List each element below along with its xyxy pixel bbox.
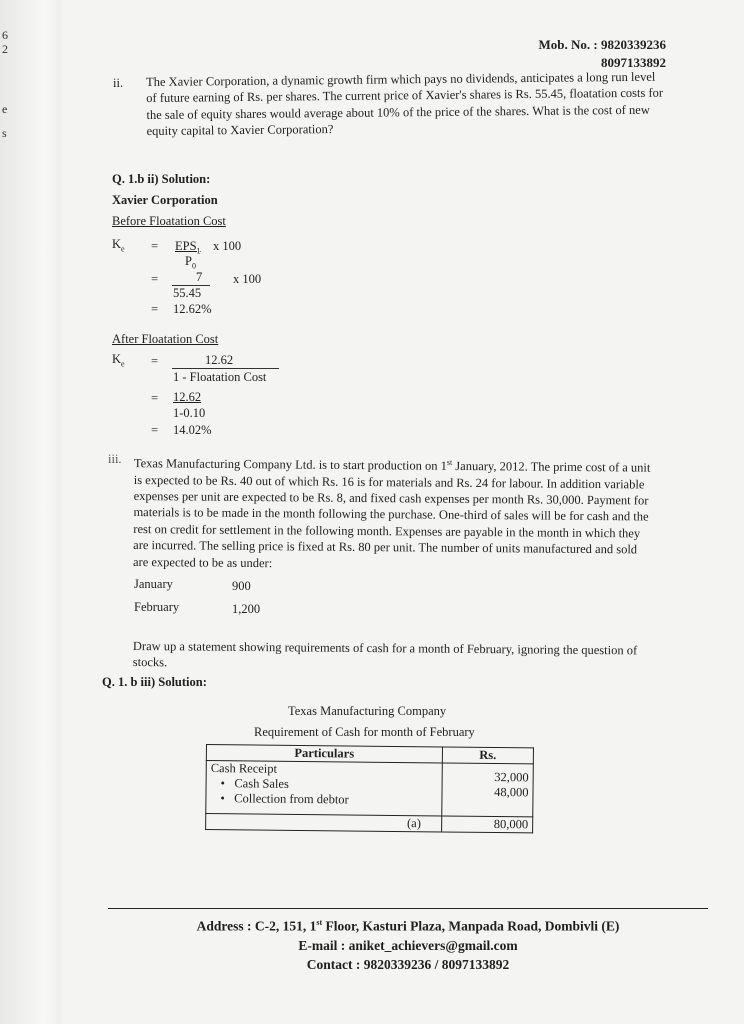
result-before: 12.62%: [173, 302, 212, 316]
month-units: 900: [232, 579, 251, 593]
amount-value: 48,000: [494, 785, 529, 800]
footer-email: E-mail : aniket_achievers@gmail.com: [298, 937, 518, 953]
equals-sign: =: [151, 354, 159, 368]
numerator: 7: [196, 270, 203, 284]
footer-contact: Contact : 9820339236 / 8097133892: [306, 956, 510, 972]
footer-address: Address : C-2, 151, 1st Floor, Kasturi Plaza, Manpada Road, Dombivli (E): [196, 918, 620, 934]
eps-term: $EPS_1$: [175, 239, 201, 256]
solution-heading: Q. 1.b ii) Solution:: [112, 172, 211, 186]
margin-mark: e: [2, 102, 8, 116]
mobile-number-second: 8097133892: [601, 55, 666, 70]
month-units: 1,200: [232, 602, 261, 616]
amount-cell: [441, 763, 533, 817]
question-numeral: ii.: [113, 76, 124, 90]
table-row: [206, 761, 534, 817]
total-value: 80,000: [441, 816, 532, 833]
margin-mark: s: [2, 126, 7, 140]
table-company: Texas Manufacturing Company: [288, 704, 447, 718]
instruction-text: Draw up a statement showing requirements of cash for a month of February, ignoring the question of stocks.: [132, 638, 638, 670]
mobile-number: Mob. No. : 9820339236: [538, 37, 666, 52]
denominator: 1-0.10: [173, 406, 206, 420]
solution-heading: Q. 1. b iii) Solution:: [102, 675, 207, 689]
equals-sign: =: [151, 239, 159, 253]
column-header-particulars: Particulars: [206, 745, 442, 763]
margin-mark: 6: [2, 28, 8, 42]
result-after: 14.02%: [173, 423, 212, 437]
table-total-row: [206, 814, 533, 833]
fraction-line: [172, 368, 279, 369]
after-floatation-heading: After Floatation Cost: [112, 332, 219, 346]
total-label: (a): [206, 814, 442, 832]
ke-label: $K_e$: [112, 352, 125, 369]
equals-sign: =: [151, 423, 159, 437]
denominator: 1 - Floatation Cost: [173, 370, 267, 384]
page-footer: [108, 908, 708, 974]
multiplier: x 100: [233, 272, 262, 286]
numerator: 12.62: [173, 390, 202, 404]
equals-sign: =: [151, 391, 159, 405]
before-floatation-heading: Before Floatation Cost: [112, 214, 226, 228]
month-label: February: [134, 600, 180, 614]
page-left-edge: [0, 0, 62, 1024]
denominator: 55.45: [173, 286, 202, 300]
equals-sign: =: [151, 302, 159, 316]
margin-mark: 2: [2, 42, 8, 56]
equals-sign: =: [151, 272, 159, 286]
price-term: $P_0$: [185, 254, 196, 271]
company-name: Xavier Corporation: [112, 193, 218, 207]
cash-requirement-table: [205, 744, 534, 833]
ke-label: $K_e$: [112, 237, 125, 254]
list-item: • Collection from debtor: [220, 791, 349, 807]
row-label: Cash Receipt: [210, 761, 278, 776]
particulars-cell: [206, 761, 442, 816]
question-iii-text: Texas Manufacturing Company Ltd. is to start production on 1st January, 2012. The prime cost of a unit is expected to be Rs. 40 out of which Rs. 16 is for materials and Rs. 24 for labour. In addition variable expenses per unit are expected to be Rs. 8, and fixed cash expenses per month Rs. 30,000. Payment for materials is to be made in the month following the purchase. One-third of sales will be for cash and the rest on credit for settlement in the following month. Expenses are payable in the month in which they are incurred. The selling price is fixed at Rs. 80 per unit. The number of units manufactured and sold are expected to be as under:: [132, 456, 651, 570]
list-item: • Cash Sales: [220, 776, 289, 791]
month-label: January: [134, 577, 173, 591]
amount-value: 32,000: [494, 770, 529, 785]
numerator: 12.62: [205, 353, 234, 367]
table-subtitle: Requirement of Cash for month of February: [254, 725, 475, 739]
multiplier: x 100: [213, 239, 242, 253]
column-header-rs: Rs.: [442, 747, 533, 764]
question-numeral: iii.: [108, 452, 122, 466]
question-ii-text: The Xavier Corporation, a dynamic growth firm which pays no dividends, anticipates a long run level of future earning of Rs. per shares. The current price of Xavier's shares is Rs. 55.45, floatation costs for the sale of equity shares would average about 10% of the price of the shares. What is the cost of new equity capital to Xavier Corporation?: [146, 69, 664, 139]
